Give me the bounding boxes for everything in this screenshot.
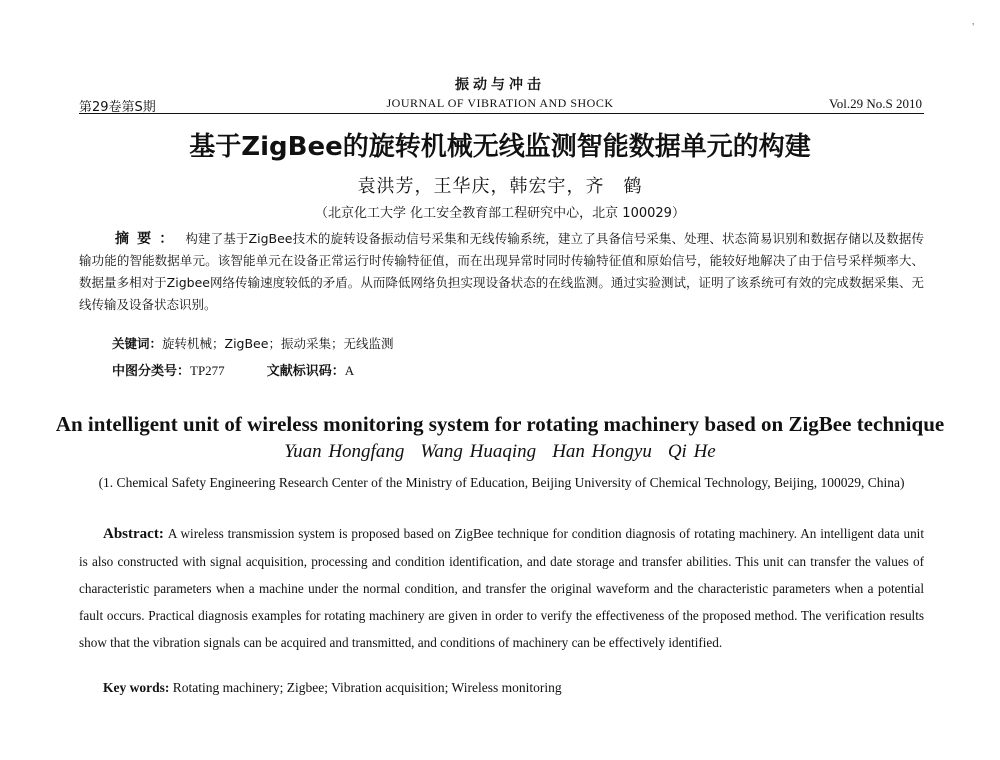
volume-issue-cn: 第29卷第S期: [79, 100, 156, 115]
header-rule: [79, 113, 924, 114]
author-en: Han Hongyu: [552, 441, 652, 462]
author-en: Yuan Hongfang: [284, 441, 405, 462]
paper-title-cn: 基于ZigBee的旋转机械无线监测智能数据单元的构建: [189, 132, 811, 162]
classification-label: 中图分类号：: [112, 364, 191, 379]
abstract-cn-text: 构建了基于ZigBee技术的旋转设备振动信号采集和无线传输系统，建立了具备信号采集、处理、状态简易识别和数据存储以及数据传输功能的智能数据单元。该智能单元在设备正常运行时传输特征值，而在出现异常时同时传输特征值和原始信号，能较好地解决了由于信号采样频率大、数据量多相对于Zigbee网络传输速度较低的矛盾。从而降低网络负担实现设备状态的在线监测。通过实验测试，证明了该系统可有效的完成数据采集、无线传输及设备状态识别。: [79, 231, 925, 312]
abstract-cn: [79, 228, 924, 316]
abstract-cn-label: 摘要：: [115, 231, 182, 247]
journal-name-en: JOURNAL OF VIBRATION AND SHOCK: [386, 96, 614, 110]
volume-issue-en: Vol.29 No.S 2010: [829, 96, 922, 111]
keywords-cn-text: 旋转机械；ZigBee；振动采集；无线监测: [162, 336, 394, 351]
authors-en: [0, 441, 1000, 463]
author-en: Qi He: [667, 441, 716, 462]
author-en: Wang Huaqing: [420, 441, 537, 462]
classification-cn: [112, 360, 354, 379]
keywords-en-text: Rotating machinery; Zigbee; Vibration acquisition; Wireless monitoring: [172, 680, 562, 695]
affiliation-en: (1. Chemical Safety Engineering Research Center of the Ministry of Education, Beijing University of Chemical Technology, Beijing, 100029, China): [98, 475, 905, 490]
keywords-cn-label: 关键词：: [112, 336, 163, 351]
classification-value: TP277: [190, 363, 225, 378]
corner-mark: ': [972, 22, 974, 33]
authors-cn: 袁洪芳，王华庆，韩宏宇，齐 鹤: [357, 176, 643, 197]
keywords-en-label: Key words:: [103, 680, 170, 695]
keywords-en: [103, 680, 562, 696]
abstract-en-label: Abstract:: [103, 526, 164, 542]
affiliation-cn: （北京化工大学 化工安全教育部工程研究中心，北京 100029）: [315, 206, 685, 221]
abstract-en: [79, 520, 924, 656]
paper-title-en: An intelligent unit of wireless monitoring system for rotating machinery based on ZigBee technique: [55, 412, 945, 436]
journal-name-cn: 振动与冲击: [455, 77, 545, 93]
abstract-en-text: A wireless transmission system is proposed based on ZigBee technique for condition diagnosis of rotating machinery. An intelligent data unit is also constructed with signal acquisition, processing and condition identification, and date storage and transfer abilities. This unit can transfer the values of characteristic parameters when a machine under the normal condition, and transfer the original waveform and the characteristic parameters when a potential fault occurs. Practical diagnosis examples for rotating machinery are given in order to verify the effectiveness of the proposed method. The verification results show that the vibration signals can be acquired and transmitted, and conditions of machinery can be effectively identified.: [79, 526, 924, 650]
keywords-cn: [112, 334, 393, 352]
doc-code-label: 文献标识码：: [266, 364, 345, 379]
doc-code-value: A: [344, 363, 355, 378]
